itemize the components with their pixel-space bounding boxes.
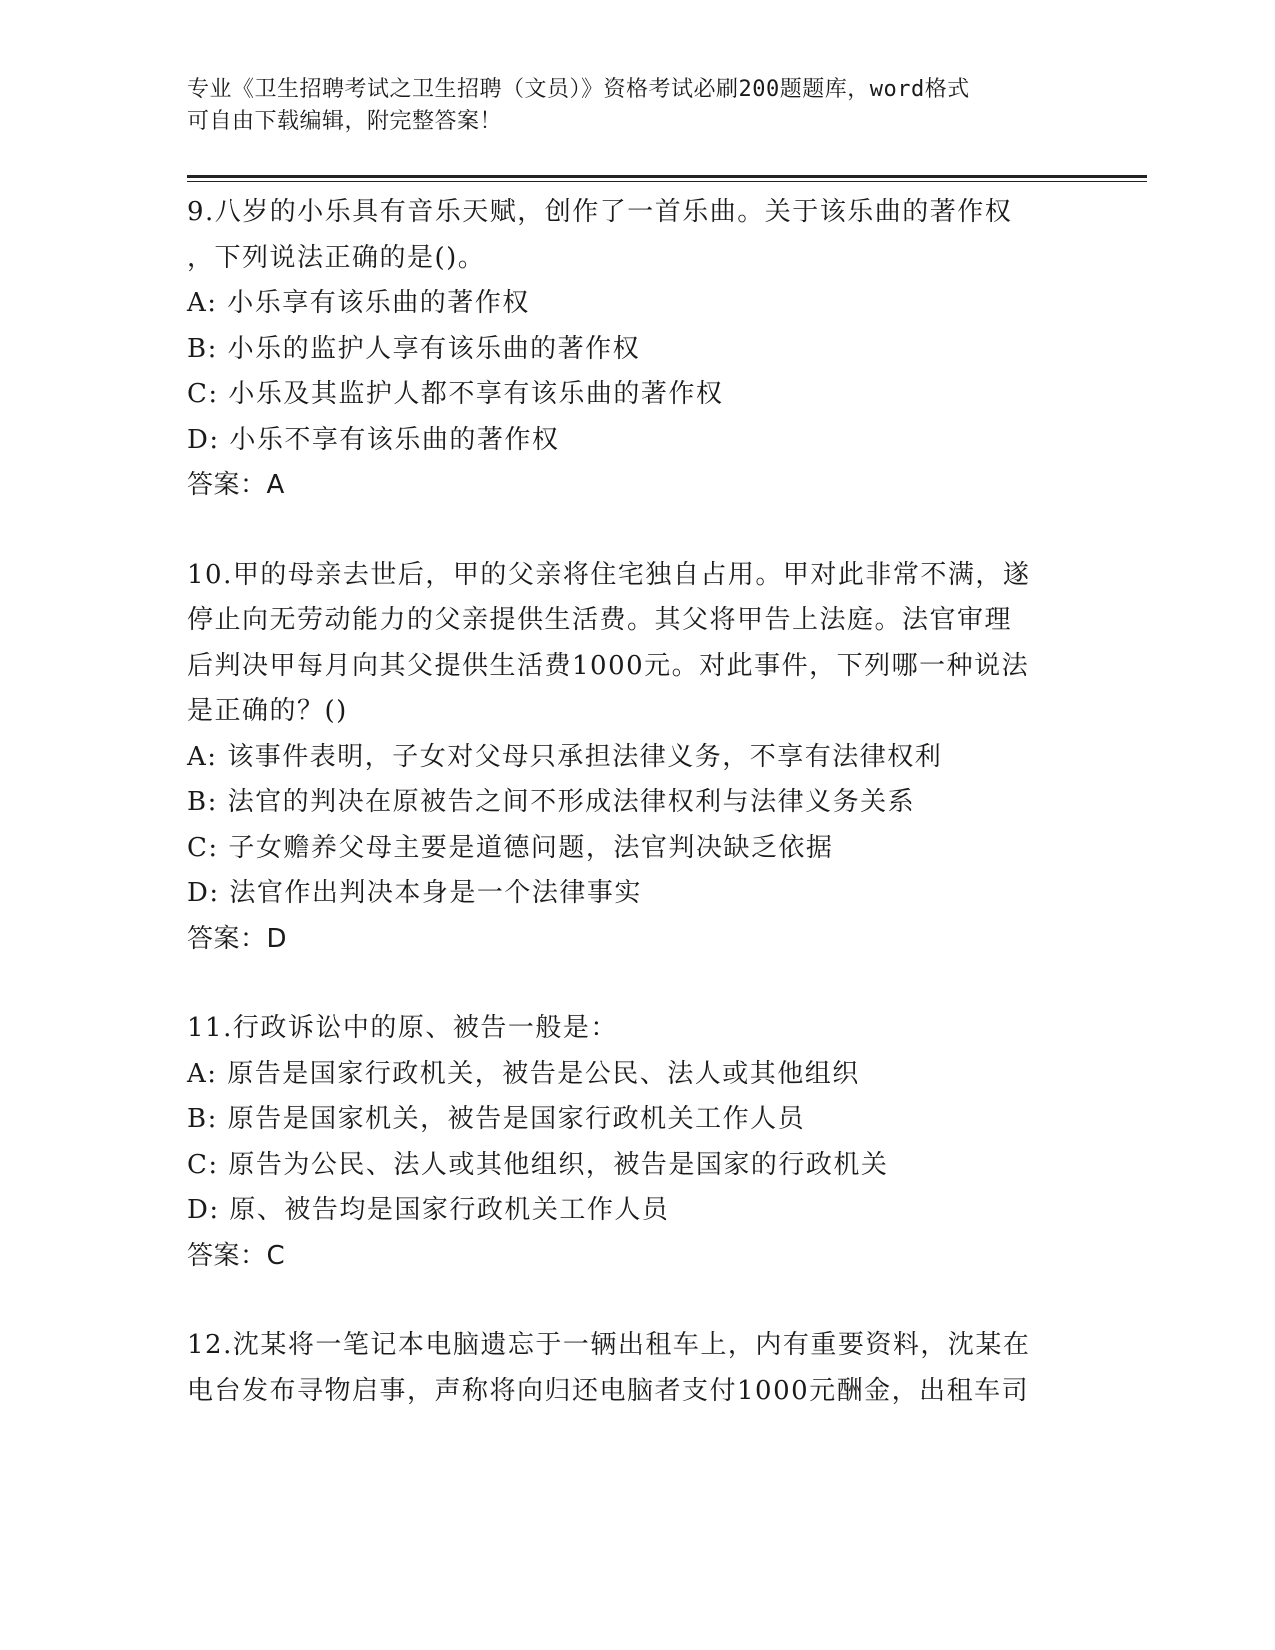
option-c: C: 子女赡养父母主要是道德问题，法官判决缺乏依据: [187, 832, 834, 863]
option-b: B: 法官的判决在原被告之间不形成法律权利与法律义务关系: [187, 787, 916, 817]
answer-label: 答案：D: [187, 923, 288, 954]
option-a: A: 原告是国家行政机关，被告是公民、法人或其他组织: [187, 1058, 860, 1089]
option-c: C: 小乐及其监护人都不享有该乐曲的著作权: [187, 379, 724, 409]
option-a: A: 小乐享有该乐曲的著作权: [187, 288, 530, 318]
question-spacer: [187, 1279, 1087, 1323]
option-d: D: 原、被告均是国家行政机关工作人员: [187, 1195, 670, 1225]
question-stem-line: 12.沈某将一笔记本电脑遗忘于一辆出租车上，内有重要资料，沈某在: [187, 1330, 1031, 1360]
question-stem-line: 9.八岁的小乐具有音乐天赋，创作了一首乐曲。关于该乐曲的著作权: [187, 197, 1013, 227]
question-stem-line: ，下列说法正确的是()。: [187, 242, 486, 273]
header-divider-thick: [187, 175, 1147, 178]
option-a: A: 该事件表明，子女对父母只承担法律义务，不享有法律权利: [187, 741, 943, 772]
header-line-1: 专业《卫生招聘考试之卫生招聘（文员）》资格考试必刷200题题库，word格式: [187, 77, 970, 102]
option-b: B: 小乐的监护人享有该乐曲的著作权: [187, 333, 641, 364]
option-d: D: 法官作出判决本身是一个法律事实: [187, 878, 642, 908]
question-stem-line: 11.行政诉讼中的原、被告一般是：: [187, 1013, 618, 1043]
question-spacer: [187, 509, 1087, 553]
question-spacer: [187, 962, 1087, 1006]
question-stem-line: 停止向无劳动能力的父亲提供生活费。其父将甲告上法庭。法官审理: [187, 605, 1013, 635]
document-header: [187, 74, 1067, 138]
header-divider-thin: [187, 181, 1147, 182]
question-9: [187, 190, 1087, 509]
answer-label: 答案：C: [187, 1240, 286, 1271]
question-stem-line: 10.甲的母亲去世后，甲的父亲将住宅独自占用。甲对此非常不满，遂: [187, 559, 1031, 590]
header-line-2: 可自由下载编辑，附完整答案！: [187, 109, 503, 134]
option-d: D: 小乐不享有该乐曲的著作权: [187, 424, 560, 455]
option-b: B: 原告是国家机关，被告是国家行政机关工作人员: [187, 1104, 806, 1134]
question-12: [187, 1323, 1087, 1414]
answer-label: 答案：A: [187, 470, 285, 500]
question-stem-line: 后判决甲每月向其父提供生活费1000元。对此事件，下列哪一种说法: [187, 650, 1030, 681]
question-list: [187, 190, 1087, 1414]
option-c: C: 原告为公民、法人或其他组织，被告是国家的行政机关: [187, 1149, 889, 1180]
question-stem-line: 是正确的？(): [187, 696, 348, 726]
question-10: [187, 553, 1087, 963]
question-11: [187, 1006, 1087, 1279]
question-stem-line: 电台发布寻物启事，声称将向归还电脑者支付1000元酬金，出租车司: [187, 1375, 1030, 1406]
